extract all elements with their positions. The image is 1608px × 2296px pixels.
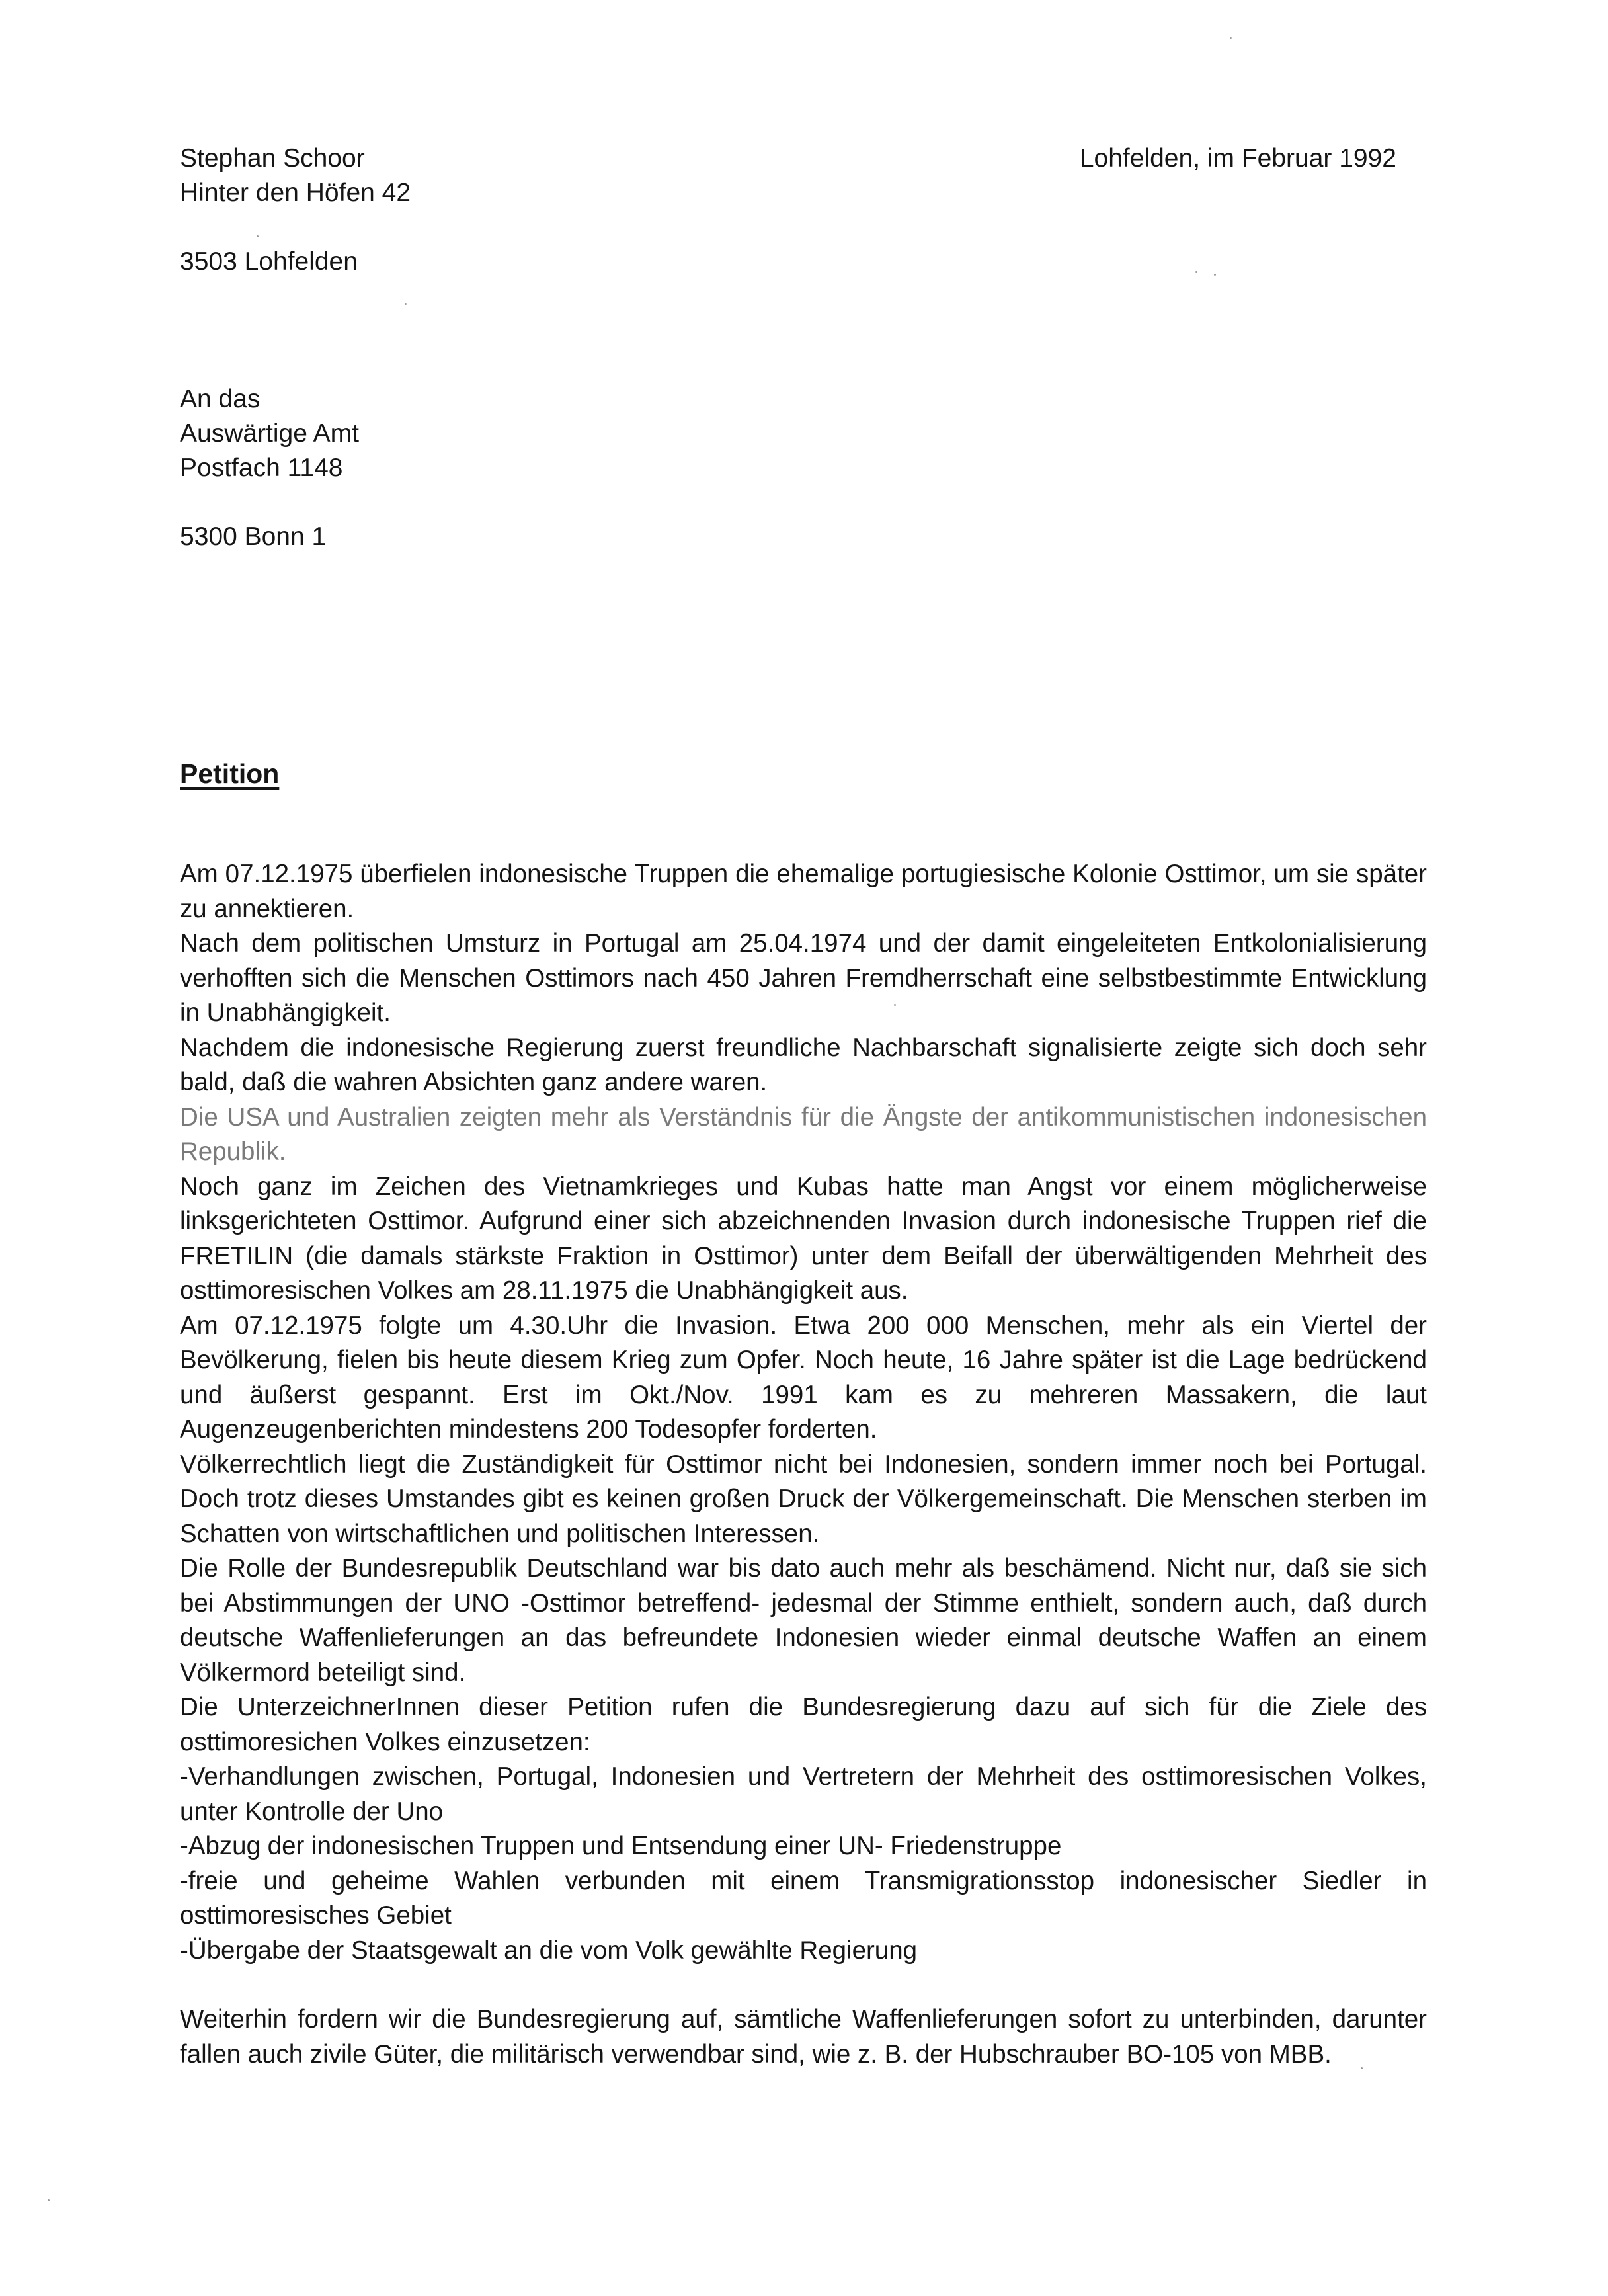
scan-speck xyxy=(1230,37,1232,39)
recipient-city: 5300 Bonn 1 xyxy=(180,522,327,551)
paragraph-international-law: Völkerrechtlich liegt die Zuständigkeit für Osttimor nicht bei Indonesien, sondern immer noch bei Portugal. Doch trotz dieses Umstandes gibt es keinen großen Druck der Völkergemeinschaft. Die Menschen sterben im Schatten von wirtschaftlichen und politischen Interessen. xyxy=(180,1450,1427,1548)
demand-negotiations: -Verhandlungen zwischen, Portugal, Indonesien und Vertretern der Mehrheit des osttimoresischen Volkes, unter Kontrolle der Uno xyxy=(180,1762,1427,1826)
recipient-line-3: Postfach 1148 xyxy=(180,454,343,482)
demand-withdrawal: -Abzug der indonesischen Truppen und Entsendung einer UN- Friedenstruppe xyxy=(180,1832,1062,1860)
paragraph-decolonisation: Nach dem politischen Umsturz in Portugal am 25.04.1974 und der damit eingeleiteten Entkolonialisierung verhofften sich die Menschen Osttimors nach 450 Jahren Fremdherrschaft eine selbstbestimmte Entwicklung in Unabhängigkeit. xyxy=(180,929,1427,1027)
petition-heading: Petition xyxy=(180,758,280,789)
demand-transfer-of-power: -Übergabe der Staatsgewalt an die vom Volk gewählte Regierung xyxy=(180,1936,918,1965)
scan-speck xyxy=(894,1004,896,1006)
paragraph-intentions: Nachdem die indonesische Regierung zuerst freundliche Nachbarschaft signalisierte zeigte sich doch sehr bald, daß die wahren Absichten ganz andere waren. xyxy=(180,1033,1427,1096)
scan-speck xyxy=(1214,274,1216,276)
place-and-date: Lohfelden, im Februar 1992 xyxy=(1079,144,1396,173)
scan-speck xyxy=(1361,2067,1363,2069)
sender-city: 3503 Lohfelden xyxy=(180,247,358,276)
paragraph-invasion: Am 07.12.1975 überfielen indonesische Truppen die ehemalige portugiesische Kolonie Osttimor, um sie später zu annektieren. xyxy=(180,860,1427,923)
recipient-address xyxy=(180,382,359,554)
recipient-line-2: Auswärtige Amt xyxy=(180,419,359,448)
scan-speck xyxy=(405,303,407,305)
scan-speck xyxy=(1195,271,1197,273)
recipient-line-1: An das xyxy=(180,385,261,413)
petition-body xyxy=(180,857,1427,2072)
sender-name: Stephan Schoor xyxy=(180,144,365,173)
paragraph-victims: Am 07.12.1975 folgte um 4.30.Uhr die Invasion. Etwa 200 000 Menschen, mehr als ein Viertel der Bevölkerung, fielen bis heute diesem Krieg zum Opfer. Noch heute, 16 Jahre später ist die Lage bedrückend und äußerst gespannt. Erst im Okt./Nov. 1991 kam es zu mehreren Massakern, die laut Augenzeugenberichten mindestens 200 Todesopfer forderten. xyxy=(180,1311,1427,1444)
paragraph-usa-australia: Die USA und Australien zeigten mehr als Verständnis für die Ängste der antikommunistischen indonesischen Republik. xyxy=(180,1102,1427,1166)
paragraph-fretilin: Noch ganz im Zeichen des Vietnamkrieges und Kubas hatte man Angst vor einem möglicherweise linksgerichteten Osttimor. Aufgrund einer sich abzeichnenden Invasion durch indonesische Truppen rief die FRETILIN (die damals stärkste Fraktion in Osttimor) unter dem Beifall der überwältigenden Mehrheit des osttimoresischen Volkes am 28.11.1975 die Unabhängigkeit aus. xyxy=(180,1172,1427,1305)
paragraph-call-to-action: Die UnterzeichnerInnen dieser Petition rufen die Bundesregierung dazu auf sich für die Ziele des osttimoresichen Volkes einzusetzen: xyxy=(180,1693,1427,1756)
demand-elections: -freie und geheime Wahlen verbunden mit einem Transmigrationsstop indonesischer Siedler in osttimoresisches Gebiet xyxy=(180,1866,1427,1930)
sender-street: Hinter den Höfen 42 xyxy=(180,179,411,207)
sender-address xyxy=(180,142,411,279)
paragraph-germany-role: Die Rolle der Bundesrepublik Deutschland war bis dato auch mehr als beschämend. Nicht nur, daß sie sich bei Abstimmungen der UNO -Osttimor betreffend- jedesmal der Stimme enthielt, sondern auch, daß durch deutsche Waffenlieferungen an das befreundete Indonesien wieder einmal deutsche Waffen an einem Völkermord beteiligt sind. xyxy=(180,1554,1427,1687)
scan-speck xyxy=(48,2199,50,2201)
scan-speck xyxy=(257,235,259,237)
paragraph-arms-embargo: Weiterhin fordern wir die Bundesregierung auf, sämtliche Waffenlieferungen sofort zu unterbinden, darunter fallen auch zivile Güter, die militärisch verwendbar sind, wie z. B. der Hubschrauber BO-105 von MBB. xyxy=(180,2005,1427,2069)
